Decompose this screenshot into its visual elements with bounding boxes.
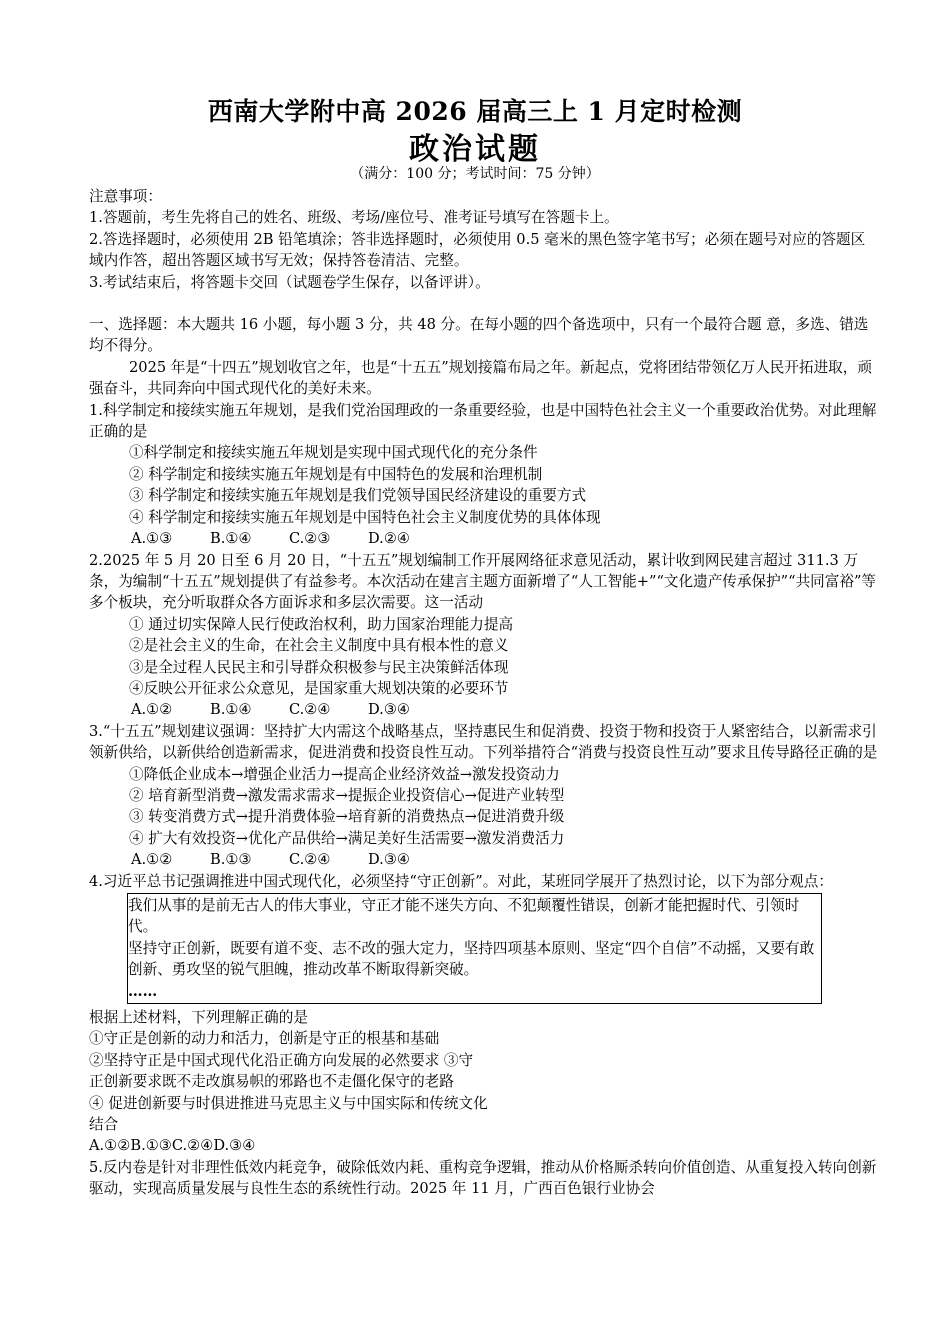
material-paragraph: 我们从事的是前无古人的伟大事业，守正才能不迷失方向、不犯颠覆性错误，创新才能把握时代、引领时代。 xyxy=(128,897,800,936)
statement: ② 培育新型消费→激发需求需求→提振企业投资信心→促进产业转型 xyxy=(129,786,565,804)
statement: ④反映公开征求公众意见，是国家重大规划决策的必要环节 xyxy=(129,679,509,697)
statement: ①守正是创新的动力和活力，创新是守正的根基和基础 xyxy=(89,1030,440,1048)
option: B.①③ xyxy=(210,851,252,869)
option: A.①② xyxy=(131,701,173,719)
statement: 正创新要求既不走改旗易帜的邪路也不走僵化保守的老路 xyxy=(89,1073,454,1091)
statement: ①降低企业成本→增强企业活力→提高企业经济效益→激发投资动力 xyxy=(129,765,560,783)
option: A.①② xyxy=(131,851,173,869)
answer-options xyxy=(89,528,879,549)
statement: ② 科学制定和接续实施五年规划是有中国特色的发展和治理机制 xyxy=(129,465,543,483)
material-ellipsis: …… xyxy=(128,982,158,1000)
answer-options: A.①②B.①③C.②④D.③④ xyxy=(89,1137,256,1155)
exam-body xyxy=(89,186,879,1200)
option: C.②③ xyxy=(289,530,331,548)
question-stem: 4.习近平总书记强调推进中国式现代化，必须坚持“守正创新”。对此，某班同学展开了热烈讨论，以下为部分观点： xyxy=(89,872,833,890)
question-ask: 根据上述材料，下列理解正确的是 xyxy=(89,1009,308,1027)
option: A.①③ xyxy=(131,530,173,548)
option: D.③④ xyxy=(368,701,410,719)
statement: ③是全过程人民民主和引导群众积极参与民主决策鲜活体现 xyxy=(129,658,509,676)
statement: ②坚持守正是中国式现代化沿正确方向发展的必然要求 ③守 xyxy=(89,1051,474,1069)
statement: ① 通过切实保障人民行使政治权利，助力国家治理能力提高 xyxy=(129,615,514,633)
exam-meta: （满分：100 分；考试时间：75 分钟） xyxy=(350,166,600,182)
note-item: 2.答选择题时，必须使用 2B 铅笔填涂；答非选择题时，必须使用 0.5 毫米的黑色签字笔书写；必须在题号对应的答题区域内作答，超出答题区域书写无效；保持答卷清洁、完整。 xyxy=(89,230,866,270)
statement: ④ 科学制定和接续实施五年规划是中国特色社会主义制度优势的具体体现 xyxy=(129,508,601,526)
option: D.③④ xyxy=(368,851,410,869)
section-heading: 一、选择题：本大题共 16 小题，每小题 3 分，共 48 分。在每小题的四个备选项中，只有一个最符合题 意，多选、错选均不得分。 xyxy=(89,316,869,355)
notes-heading: 注意事项： xyxy=(89,188,162,205)
material-box xyxy=(127,893,822,1004)
exam-title: 西南大学附中高 2026 届高三上 1 月定时检测 xyxy=(207,97,743,126)
material-paragraph: 坚持守正创新，既要有道不变、志不改的强大定力，坚持四项基本原则、坚定“四个自信”不动摇，又要有敢创新、勇攻坚的锐气胆魄，推动改革不断取得新突破。 xyxy=(128,939,815,979)
answer-options xyxy=(89,849,879,870)
statement: ④ 促进创新要与时俱进推进马克思主义与中国实际和传统文化 xyxy=(89,1094,488,1112)
statement: ②是社会主义的生命，在社会主义制度中具有根本性的意义 xyxy=(129,637,509,655)
section-intro: 2025 年是“十四五”规划收官之年，也是“十五五”规划接篇布局之年。新起点，党将团结带领亿万人民开拓进取，顽强奋斗，共同奔向中国式现代化的美好未来。 xyxy=(89,358,872,398)
statement: ①科学制定和接续实施五年规划是实现中国式现代化的充分条件 xyxy=(129,444,538,462)
note-item: 3.考试结束后，将答题卡交回（试题卷学生保存，以备评讲）。 xyxy=(89,273,490,291)
question-stem: 2.2025 年 5 月 20 日至 6 月 20 日，“十五五”规划编制工作开展网络征求意见活动，累计收到网民建言超过 311.3 万条，为编制“十五五”规划提供了有益参考。本次活动在建言主题方面新增了“人工智能+”“文化遗产传承保护”“共同富裕”等多个板块，充分听取群众各方面诉求和多层次需要。这一活动 xyxy=(89,551,877,612)
question-stem: 1.科学制定和接续实施五年规划，是我们党治国理政的一条重要经验，也是中国特色社会主义一个重要政治优势。对此理解正确的是 xyxy=(89,401,877,441)
option: B.①④ xyxy=(210,530,252,548)
statement: ③ 科学制定和接续实施五年规划是我们党领导国民经济建设的重要方式 xyxy=(129,487,587,505)
statement: 结合 xyxy=(89,1116,119,1134)
question-stem: 3.“十五五”规划建议强调：坚持扩大内需这个战略基点，坚持惠民生和促消费、投资于物和投资于人紧密结合，以新需求引领新供给，以新供给创造新需求，促进消费和投资良性互动。下列举措符合“消费与投资良性互动”要求且传导路径正确的是 xyxy=(89,722,878,762)
option: D.②④ xyxy=(368,530,410,548)
subject-title: 政治试题 xyxy=(409,132,541,167)
note-item: 1.答题前，考生先将自己的姓名、班级、考场/座位号、准考证号填写在答题卡上。 xyxy=(89,209,619,227)
statement: ③ 转变消费方式→提升消费体验→培育新的消费热点→促进消费升级 xyxy=(129,808,565,826)
option: B.①④ xyxy=(210,701,252,719)
option: C.②④ xyxy=(289,701,331,719)
answer-options xyxy=(89,699,879,720)
question-stem: 5.反内卷是针对非理性低效内耗竞争，破除低效内耗、重构竞争逻辑，推动从价格厮杀转向价值创造、从重复投入转向创新驱动，实现高质量发展与良性生态的系统性行动。2025 年 11 月，广西百色银行业协会 xyxy=(89,1158,877,1198)
statement: ④ 扩大有效投资→优化产品供给→满足美好生活需要→激发消费活力 xyxy=(129,829,565,847)
option: C.②④ xyxy=(289,851,331,869)
